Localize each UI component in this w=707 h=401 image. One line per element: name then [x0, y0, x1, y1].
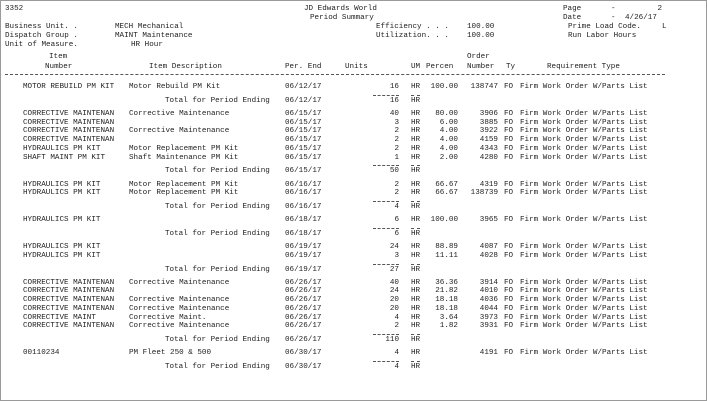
order-type: FO: [504, 83, 514, 91]
uom-label: Unit of Measure.: [5, 41, 78, 49]
subtotal-rule: [373, 264, 399, 265]
total-label: Total for Period Ending: [165, 363, 270, 371]
unit-of-measure: HR: [411, 363, 421, 371]
units: 2: [394, 322, 399, 331]
order-type: FO: [504, 118, 514, 127]
units: 6: [394, 229, 399, 238]
total-label: Total for Period Ending: [165, 96, 270, 105]
report-title: Period Summary: [310, 14, 374, 22]
subtotal-rule: [411, 228, 420, 229]
period-end: 06/15/17: [285, 127, 322, 136]
subtotal-rule: [373, 95, 399, 96]
header-rule: [5, 74, 665, 75]
units: 4: [394, 313, 399, 322]
requirement-type: Firm Work Order W/Parts List: [520, 118, 648, 127]
requirement-type: Firm Work Order W/Parts List: [520, 216, 648, 225]
unit-of-measure: HR: [411, 127, 421, 136]
order-number: 4280: [479, 153, 498, 162]
unit-of-measure: HR: [411, 278, 421, 287]
subtotal-rule: [411, 95, 420, 96]
period-end: 06/19/17: [285, 251, 322, 260]
subtotal-rule: [411, 334, 420, 335]
period-end: 06/26/17: [285, 296, 322, 305]
item-number: CORRECTIVE MAINTENAN: [23, 127, 115, 136]
order-type: FO: [504, 313, 514, 322]
total-label: Total for Period Ending: [165, 167, 270, 176]
order-type: FO: [504, 189, 514, 198]
item-description: Corrective Maintenance: [129, 304, 230, 313]
col-ty: Ty: [506, 63, 516, 71]
order-type: FO: [504, 349, 514, 358]
unit-of-measure: HR: [411, 144, 421, 153]
unit-of-measure: HR: [411, 265, 421, 274]
item-description: Corrective Maintenance: [129, 296, 230, 305]
col-units: Units: [345, 63, 368, 71]
period-end: 06/19/17: [285, 265, 322, 274]
requirement-type: Firm Work Order W/Parts List: [520, 153, 648, 162]
period-end: 06/26/17: [285, 287, 322, 296]
order-number: 3906: [479, 109, 498, 118]
item-number: CORRECTIVE MAINTENAN: [23, 118, 115, 127]
item-number: SHAFT MAINT PM KIT: [23, 153, 106, 162]
percent: 21.82: [435, 287, 458, 296]
item-description: Shaft Maintenance PM Kit: [129, 153, 239, 162]
date-label: Date: [563, 14, 582, 22]
percent: 4.00: [439, 136, 458, 145]
item-description: Corrective Maintenance: [129, 109, 230, 118]
item-description: Corrective Maintenance: [129, 322, 230, 331]
subtotal-rule: [373, 228, 399, 229]
utilization-value: 100.00: [467, 32, 495, 40]
period-end: 06/26/17: [285, 336, 322, 345]
dispatch-group-label: Dispatch Group .: [5, 32, 78, 40]
utilization-label: Utilization. . .: [376, 32, 449, 40]
order-number: 4319: [479, 180, 498, 189]
unit-of-measure: HR: [411, 203, 421, 211]
unit-of-measure: HR: [411, 304, 421, 313]
order-number: 4028: [479, 251, 498, 260]
units: 4: [394, 363, 399, 371]
item-number: CORRECTIVE MAINTENAN: [23, 296, 115, 305]
percent: 100.00: [430, 216, 458, 225]
order-number: 138747: [470, 83, 498, 91]
col-item-description: Item Description: [149, 63, 222, 71]
page-number: 2: [657, 5, 662, 13]
subtotal-rule: [373, 165, 399, 166]
order-type: FO: [504, 296, 514, 305]
units: 4: [394, 203, 399, 211]
order-number: 3922: [479, 127, 498, 136]
units: 24: [389, 287, 399, 296]
order-number: 4191: [479, 349, 498, 358]
units: 40: [389, 278, 399, 287]
unit-of-measure: HR: [411, 251, 421, 260]
requirement-type: Firm Work Order W/Parts List: [520, 83, 648, 91]
requirement-type: Firm Work Order W/Parts List: [520, 144, 648, 153]
unit-of-measure: HR: [411, 83, 421, 91]
unit-of-measure: HR: [411, 118, 421, 127]
page-label: Page: [563, 5, 582, 13]
order-type: FO: [504, 180, 514, 189]
col-order-number: Number: [467, 63, 495, 71]
efficiency-value: 100.00: [467, 23, 495, 31]
requirement-type: Firm Work Order W/Parts List: [520, 189, 648, 198]
subtotal-rule: [411, 165, 420, 166]
units: 20: [389, 304, 399, 313]
period-end: 06/19/17: [285, 243, 322, 251]
report-number: 3352: [5, 5, 24, 13]
unit-of-measure: HR: [411, 322, 421, 331]
requirement-type: Firm Work Order W/Parts List: [520, 127, 648, 136]
order-number: 4087: [479, 243, 498, 251]
item-number: CORRECTIVE MAINT: [23, 313, 96, 322]
units: 2: [394, 180, 399, 189]
percent: 2.00: [439, 153, 458, 162]
subtotal-rule: [373, 201, 399, 202]
requirement-type: Firm Work Order W/Parts List: [520, 243, 648, 251]
date-dash: -: [611, 14, 616, 22]
unit-of-measure: HR: [411, 313, 421, 322]
period-end: 06/26/17: [285, 322, 322, 331]
requirement-type: Firm Work Order W/Parts List: [520, 251, 648, 260]
unit-of-measure: HR: [411, 96, 421, 105]
item-description: Motor Replacement PM Kit: [129, 180, 239, 189]
period-end: 06/15/17: [285, 167, 322, 176]
period-end: 06/16/17: [285, 189, 322, 198]
period-end: 06/12/17: [285, 96, 322, 105]
item-description: Motor Replacement PM Kit: [129, 144, 239, 153]
unit-of-measure: HR: [411, 180, 421, 189]
order-type: FO: [504, 278, 514, 287]
efficiency-label: Efficiency . . .: [376, 23, 449, 31]
period-end: 06/30/17: [285, 363, 322, 371]
requirement-type: Firm Work Order W/Parts List: [520, 313, 648, 322]
requirement-type: Firm Work Order W/Parts List: [520, 322, 648, 331]
item-number: 00110234: [23, 349, 60, 358]
percent: 6.00: [439, 118, 458, 127]
unit-of-measure: HR: [411, 287, 421, 296]
percent: 11.11: [435, 251, 458, 260]
period-end: 06/16/17: [285, 180, 322, 189]
item-description: PM Fleet 250 & 500: [129, 349, 212, 358]
col-percent: Percen: [426, 63, 454, 71]
units: 3: [394, 251, 399, 260]
percent: 100.00: [430, 83, 458, 91]
business-unit-value: MECH Mechanical: [115, 23, 184, 31]
percent: 66.67: [435, 189, 458, 198]
subtotal-rule: [373, 361, 399, 362]
total-label: Total for Period Ending: [165, 265, 270, 274]
order-number: 4343: [479, 144, 498, 153]
order-number: 4044: [479, 304, 498, 313]
units: 2: [394, 136, 399, 145]
col-item: Item: [49, 53, 68, 61]
unit-of-measure: HR: [411, 109, 421, 118]
units: 110: [385, 336, 399, 345]
unit-of-measure: HR: [411, 349, 421, 358]
period-end: 06/12/17: [285, 83, 322, 91]
order-type: FO: [504, 109, 514, 118]
item-number: HYDRAULICS PM KIT: [23, 180, 101, 189]
item-number: CORRECTIVE MAINTENAN: [23, 109, 115, 118]
unit-of-measure: HR: [411, 296, 421, 305]
requirement-type: Firm Work Order W/Parts List: [520, 136, 648, 145]
order-number: 4010: [479, 287, 498, 296]
item-description: Corrective Maintenance: [129, 278, 230, 287]
order-type: FO: [504, 153, 514, 162]
requirement-type: Firm Work Order W/Parts List: [520, 180, 648, 189]
requirement-type: Firm Work Order W/Parts List: [520, 278, 648, 287]
requirement-type: Firm Work Order W/Parts List: [520, 296, 648, 305]
period-end: 06/15/17: [285, 144, 322, 153]
order-number: 4159: [479, 136, 498, 145]
percent: 1.82: [439, 322, 458, 331]
subtotal-rule: [411, 361, 420, 362]
company-name: JD Edwards World: [304, 5, 377, 13]
item-description: Corrective Maintenance: [129, 127, 230, 136]
order-number: 3914: [479, 278, 498, 287]
percent: 80.00: [435, 109, 458, 118]
units: 27: [389, 265, 399, 274]
units: 6: [394, 216, 399, 225]
units: 40: [389, 109, 399, 118]
unit-of-measure: HR: [411, 167, 421, 176]
period-end: 06/26/17: [285, 304, 322, 313]
total-label: Total for Period Ending: [165, 229, 270, 238]
subtotal-rule: [411, 201, 420, 202]
units: 1: [394, 153, 399, 162]
col-number: Number: [45, 63, 73, 71]
units: 24: [389, 243, 399, 251]
requirement-type: Firm Work Order W/Parts List: [520, 349, 648, 358]
period-end: 06/15/17: [285, 118, 322, 127]
unit-of-measure: HR: [411, 136, 421, 145]
col-order: Order: [467, 53, 490, 61]
run-labor-hours: Run Labor Hours: [568, 32, 637, 40]
percent: 36.36: [435, 278, 458, 287]
period-end: 06/15/17: [285, 153, 322, 162]
item-number: HYDRAULICS PM KIT: [23, 216, 101, 225]
percent: 18.18: [435, 304, 458, 313]
percent: 4.00: [439, 144, 458, 153]
percent: 66.67: [435, 180, 458, 189]
units: 50: [389, 167, 399, 176]
units: 20: [389, 296, 399, 305]
requirement-type: Firm Work Order W/Parts List: [520, 109, 648, 118]
unit-of-measure: HR: [411, 189, 421, 198]
percent: 3.64: [439, 313, 458, 322]
units: 4: [394, 349, 399, 358]
order-number: 3965: [479, 216, 498, 225]
percent: 18.18: [435, 296, 458, 305]
item-description: Corrective Maint.: [129, 313, 207, 322]
item-number: HYDRAULICS PM KIT: [23, 243, 101, 251]
subtotal-rule: [373, 334, 399, 335]
item-number: CORRECTIVE MAINTENAN: [23, 278, 115, 287]
order-type: FO: [504, 127, 514, 136]
item-number: CORRECTIVE MAINTENAN: [23, 304, 115, 313]
units: 16: [389, 96, 399, 105]
period-end: 06/26/17: [285, 313, 322, 322]
col-requirement-type: Requirement Type: [547, 63, 620, 71]
period-end: 06/18/17: [285, 216, 322, 225]
order-number: 3973: [479, 313, 498, 322]
item-description: Motor Replacement PM Kit: [129, 189, 239, 198]
period-end: 06/30/17: [285, 349, 322, 358]
order-number: 3931: [479, 322, 498, 331]
units: 2: [394, 144, 399, 153]
requirement-type: Firm Work Order W/Parts List: [520, 287, 648, 296]
unit-of-measure: HR: [411, 336, 421, 345]
requirement-type: Firm Work Order W/Parts List: [520, 304, 648, 313]
order-number: 4036: [479, 296, 498, 305]
units: 2: [394, 189, 399, 198]
unit-of-measure: HR: [411, 153, 421, 162]
prime-load-label: Prime Load Code.: [568, 23, 641, 31]
subtotal-rule: [411, 264, 420, 265]
total-label: Total for Period Ending: [165, 336, 270, 345]
item-number: MOTOR REBUILD PM KIT: [23, 83, 115, 91]
period-end: 06/26/17: [285, 278, 322, 287]
item-number: CORRECTIVE MAINTENAN: [23, 136, 115, 145]
prime-load-value: L: [662, 23, 667, 31]
unit-of-measure: HR: [411, 229, 421, 238]
order-type: FO: [504, 136, 514, 145]
total-label: Total for Period Ending: [165, 203, 270, 211]
item-number: CORRECTIVE MAINTENAN: [23, 322, 115, 331]
order-number: 3885: [479, 118, 498, 127]
order-number: 138739: [470, 189, 498, 198]
unit-of-measure: HR: [411, 243, 421, 251]
order-type: FO: [504, 304, 514, 313]
order-type: FO: [504, 144, 514, 153]
period-end: 06/16/17: [285, 203, 322, 211]
percent: 4.00: [439, 127, 458, 136]
order-type: FO: [504, 322, 514, 331]
units: 3: [394, 118, 399, 127]
item-description: Motor Rebuild PM Kit: [129, 83, 221, 91]
order-type: FO: [504, 216, 514, 225]
item-number: HYDRAULICS PM KIT: [23, 144, 101, 153]
order-type: FO: [504, 243, 514, 251]
item-number: HYDRAULICS PM KIT: [23, 189, 101, 198]
units: 16: [389, 83, 399, 91]
col-per-end: Per. End: [285, 63, 322, 71]
units: 2: [394, 127, 399, 136]
order-type: FO: [504, 287, 514, 296]
uom-value: HR Hour: [131, 41, 163, 49]
order-type: FO: [504, 251, 514, 260]
date-value: 4/26/17: [625, 14, 657, 22]
item-number: CORRECTIVE MAINTENAN: [23, 287, 115, 296]
col-um: UM: [411, 63, 421, 71]
page-dash: -: [611, 5, 616, 13]
period-end: 06/15/17: [285, 136, 322, 145]
unit-of-measure: HR: [411, 216, 421, 225]
business-unit-label: Business Unit. .: [5, 23, 78, 31]
dispatch-group-value: MAINT Maintenance: [115, 32, 193, 40]
period-end: 06/15/17: [285, 109, 322, 118]
period-end: 06/18/17: [285, 229, 322, 238]
percent: 88.89: [435, 243, 458, 251]
item-number: HYDRAULICS PM KIT: [23, 251, 101, 260]
